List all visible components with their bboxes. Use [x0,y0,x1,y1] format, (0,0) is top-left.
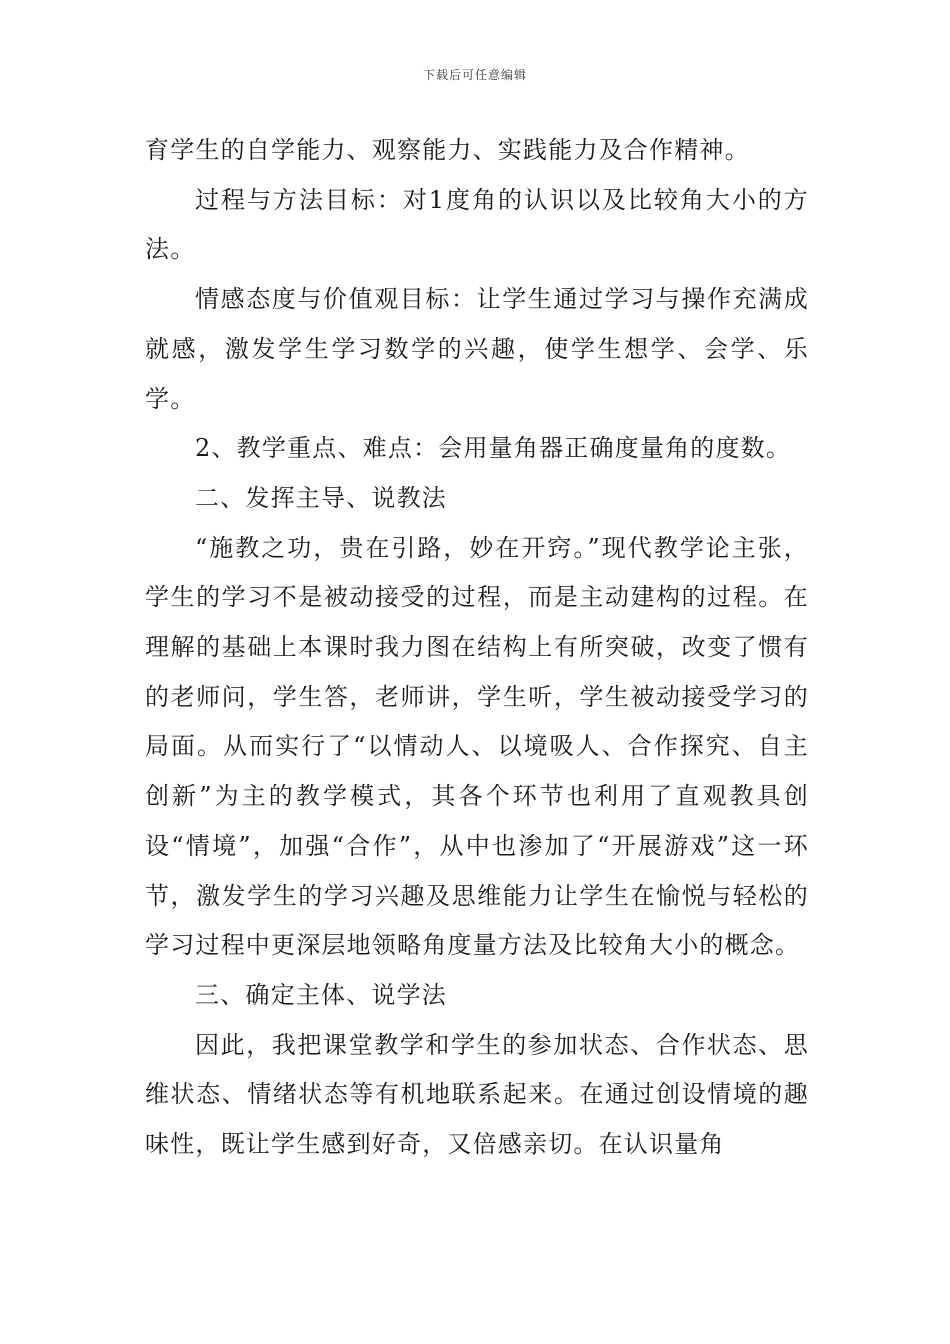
paragraph-8: 因此，我把课堂教学和学生的参加状态、合作状态、思维状态、情绪状态等有机地联系起来。在通过创设情境的趣味性，既让学生感到好奇，又倍感亲切。在认识量角 [145,1030,809,1159]
document-body [145,126,809,1170]
section-heading-2: 二、发挥主导、说教法 [195,483,447,512]
paragraph-2: 过程与方法目标：对1度角的认识以及比较角大小的方法。 [145,185,809,264]
paragraph-1: 育学生的自学能力、观察能力、实践能力及合作精神。 [145,136,750,164]
section-heading-3: 三、确定主体、说学法 [195,980,447,1009]
paragraph-3: 情感态度与价值观目标：让学生通过学习与操作充满成就感，激发学生学习数学的兴趣，使学生想学、会学、乐学。 [145,285,809,413]
paragraph-6: “施教之功，贵在引路，妙在开窍。”现代教学论主张，学生的学习不是被动接受的过程，而是主动建构的过程。在理解的基础上本课时我力图在结构上有所突破，改变了惯有的老师问，学生答，老师讲，学生听，学生被动接受学习的局面。从而实行了“以情动人、以境吸人、合作探究、自主创新”为主的教学模式，其各个环节也利用了直观教具创设“情境”，加强“合作”，从中也渗加了“开展游戏”这一环节，激发学生的学习兴趣及思维能力让学生在愉悦与轻松的学习过程中更深层地领略角度量方法及比较角大小的概念。 [145,533,809,960]
paragraph-4: 2、教学重点、难点：会用量角器正确度量角的度数。 [195,434,792,463]
page-header-note: 下载后可任意编辑 [422,68,527,82]
